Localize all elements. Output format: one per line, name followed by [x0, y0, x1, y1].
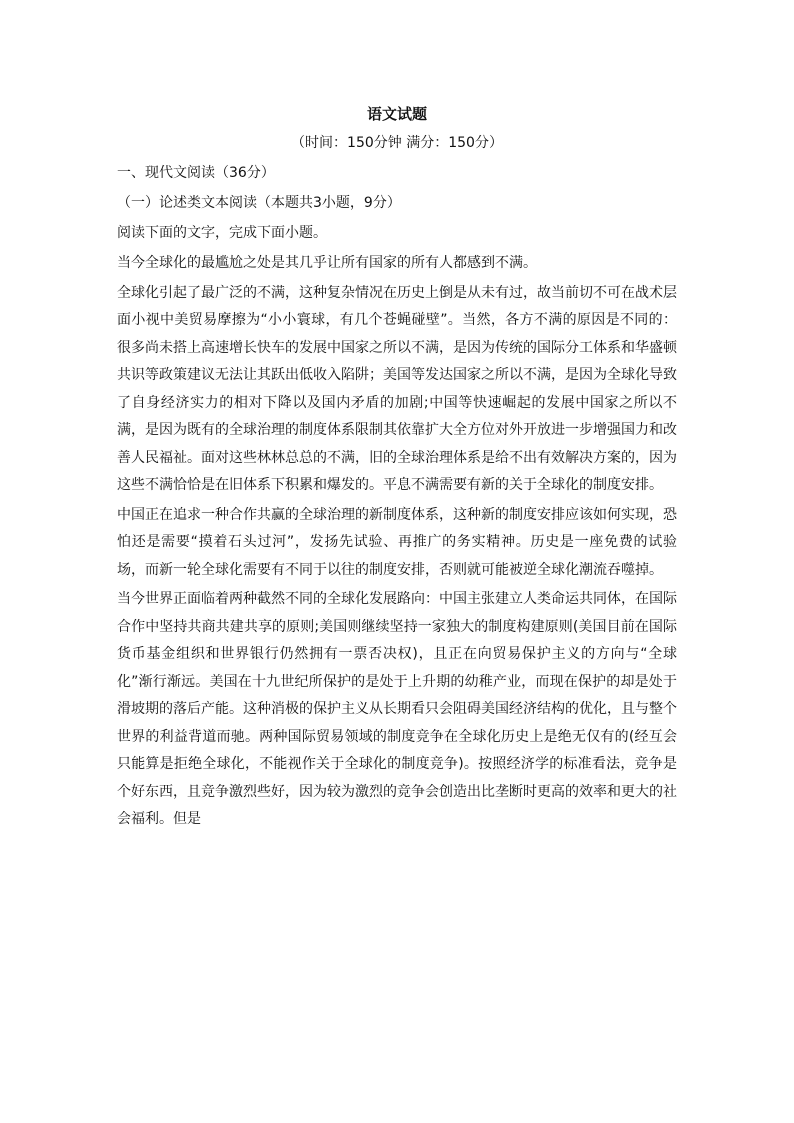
paragraph-4: 当今世界正面临着两种截然不同的全球化发展路向：中国主张建立人类命运共同体，在国际合作中坚持共商共建共享的原则;美国则继续坚持一家独大的制度构建原则(美国目前在国际货币基金组织和世界银行仍然拥有一票否决权)，且正在向贸易保护主义的方向与“全球化”渐行渐远。美国在十九世纪所保护的是处于上升期的幼稚产业，而现在保护的却是处于滑坡期的落后产能。这种消极的保护主义从长期看只会阻碍美国经济结构的优化，且与整个世界的利益背道而驰。两种国际贸易领域的制度竞争在全球化历史上是绝无仅有的(经互会只能算是拒绝全球化，不能视作关于全球化的制度竞争)。按照经济学的标准看法，竞争是个好东西，且竞争激烈些好，因为较为激烈的竞争会创造出比垄断时更高的效率和更大的社会福利。但是: [117, 591, 677, 827]
subsection-heading: （一）论述类文本阅读（本题共3小题，9分）: [117, 195, 401, 211]
reading-instruction: 阅读下面的文字，完成下面小题。: [117, 225, 327, 241]
paragraph-1: 当今全球化的最尴尬之处是其几乎让所有国家的所有人都感到不满。: [117, 255, 537, 271]
document-title: 语文试题: [366, 105, 427, 123]
document-page: [117, 100, 677, 834]
paragraph-2: 全球化引起了最广泛的不满，这种复杂情况在历史上倒是从未有过，故当前切不可在战术层面小视中美贸易摩擦为“小小寰球，有几个苍蝇碰壁”。当然，各方不满的原因是不同的：很多尚未搭上高速增长快车的发展中国家之所以不满，是因为传统的国际分工体系和华盛顿共识等政策建议无法让其跃出低收入陷阱；美国等发达国家之所以不满，是因为全球化导致了自身经济实力的相对下降以及国内矛盾的加剧;中国等快速崛起的发展中国家之所以不满，是因为既有的全球治理的制度体系限制其依靠扩大全方位对外开放进一步增强国力和改善人民福祉。面对这些林林总总的不满，旧的全球治理体系是给不出有效解决方案的，因为这些不满恰恰是在旧体系下积累和爆发的。平息不满需要有新的关于全球化的制度安排。: [117, 284, 677, 493]
exam-time-info: （时间：150分钟 满分：150分）: [291, 135, 503, 151]
section-heading: 一、现代文阅读（36分）: [117, 165, 275, 181]
paragraph-3: 中国正在追求一种合作共赢的全球治理的新制度体系，这种新的制度安排应该如何实现，恐怕还是需要“摸着石头过河”，发扬先试验、再推广的务实精神。历史是一座免费的试验场，而新一轮全球化需要有不同于以往的制度安排，否则就可能被逆全球化潮流吞噬掉。: [117, 506, 677, 578]
